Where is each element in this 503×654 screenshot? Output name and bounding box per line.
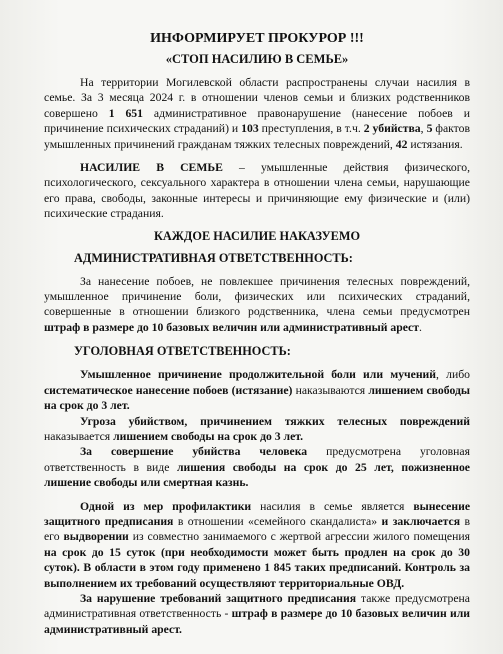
criminal-paragraph-2 (44, 414, 470, 445)
offense-count: 1 651 (108, 106, 143, 120)
prevent-text: в отношении «семейного скандалиста» (173, 514, 382, 528)
prevent-bold: и заключается (381, 514, 461, 528)
prevent-bold: вынесение защитного предписания (44, 499, 471, 528)
violation-paragraph (44, 591, 470, 637)
prevention-paragraph (44, 499, 470, 591)
document-title: ИНФОРМИРУЕТ ПРОКУРОР !!! (150, 31, 364, 46)
murder-count: 2 убийства (363, 122, 421, 136)
heading-criminal: УГОЛОВНАЯ ОТВЕТСТВЕННОСТЬ: (74, 344, 291, 359)
violation-bold: За нарушение требований защитного предписания (80, 591, 357, 605)
intro-text: преступления, в т.ч. (258, 122, 364, 136)
definition-text: – умышленные действия физического, психологического, сексуального характера в отношении члена семьи, нарушающие его права, свободы, законные интересы и причиняющие ему физические и (или) психические страдания. (44, 161, 470, 221)
torture-count: 42 (395, 137, 408, 151)
intro-text: На территории Могилевской области распространены случаи насилия в семье. За 3 месяца 2024 г. в отношении членов семьи и близких родственников совершено (44, 76, 470, 120)
admin-text: . (418, 320, 422, 334)
prevent-bold: на срок до 15 суток (при необходимости может быть продлен на срок до 30 суток). В области в этом году применено 1 845 таких предписаний. Контроль за выполнением их требований осуществляют территориальные ОВД. (44, 545, 470, 590)
violation-penalty: штраф в размере до 10 базовых величин или административный арест. (44, 607, 470, 636)
document-body (44, 30, 470, 637)
crim2-text: наказывается (44, 429, 114, 443)
crim1-penalty: лишением свободы на срок до 3 лет. (44, 383, 470, 413)
definition-term: НАСИЛИЕ В СЕМЬЕ (80, 161, 223, 175)
prevent-bold: Одной из мер профилактики (80, 499, 252, 513)
crim1-bold: Умышленное причинение продолжительной боли или мучений (80, 368, 437, 382)
injury-count: 5 (426, 122, 433, 136)
admin-text: За нанесение побоев, не повлекшее причинения телесных повреждений, умышленное причинение боли, физических или психических страданий, совершенные в отношении близкого родственника, члена семьи предусмотрен (44, 274, 470, 319)
prevent-bold: выдворении (63, 530, 129, 544)
crime-count: 103 (241, 122, 259, 136)
document-subtitle: «СТОП НАСИЛИЮ В СЕМЬЕ» (165, 52, 349, 66)
crim2-bold: Угроза убийством, причинением тяжких телесных повреждений (80, 414, 470, 428)
definition-paragraph (44, 160, 470, 222)
crim1-text: наказываются (292, 383, 369, 397)
crim1-text: , либо (436, 368, 470, 382)
criminal-paragraph-3 (44, 444, 470, 490)
violation-text: также предусмотрена административная ответственность - (44, 591, 470, 621)
heading-admin: АДМИНИСТРАТИВНАЯ ОТВЕТСТВЕННОСТЬ: (74, 250, 353, 265)
prevent-text: насилия в семье является (251, 499, 414, 513)
heading-punishable: КАЖДОЕ НАСИЛИЕ НАКАЗУЕМО (153, 228, 361, 243)
intro-text: истязания. (407, 137, 463, 151)
prevent-text: из совместно занимаемого с жертвой агрессии жилого помещения (128, 530, 470, 544)
crim2-penalty: лишением свободы на срок до 3 лет. (113, 429, 304, 443)
criminal-paragraph-1 (44, 367, 470, 413)
intro-text: фактов умышленных причинений гражданам тяжких телесных повреждений, (44, 122, 470, 151)
crim3-bold: За совершение убийства человека (80, 445, 308, 459)
intro-text: , (420, 122, 427, 136)
crim1-bold: систематическое нанесение побоев (истязание) (44, 383, 293, 397)
crim3-text: предусмотрена уголовная ответственность в виде (44, 445, 470, 474)
intro-paragraph (44, 75, 470, 152)
prevent-text: в его (44, 514, 470, 544)
intro-text: административное правонарушение (нанесение побоев и причинение психических страданий) и (44, 106, 470, 136)
crim3-penalty: лишения свободы на срок до 25 лет, пожизненное лишение свободы или смертная казнь. (44, 460, 470, 490)
admin-penalty: штраф в размере до 10 базовых величин или административный арест (44, 320, 419, 334)
admin-paragraph (44, 274, 470, 336)
